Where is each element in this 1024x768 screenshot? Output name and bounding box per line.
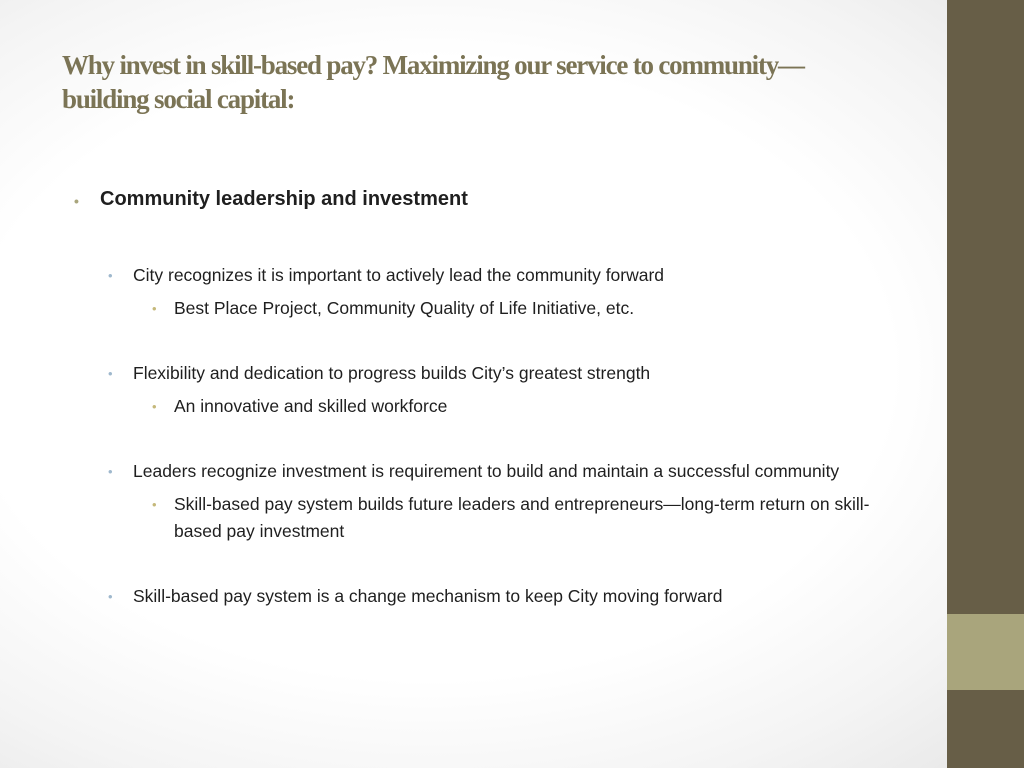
sub-bullet-item-1 (74, 295, 894, 322)
bullet-icon: • (108, 464, 113, 479)
bullet-text: Leaders recognize investment is requirement to build and maintain a successful community (133, 461, 840, 481)
bullet-icon: • (74, 193, 79, 209)
heading-text: Community leadership and investment (100, 188, 468, 210)
bullet-heading (74, 184, 894, 214)
bullet-item-1 (74, 262, 894, 289)
slide-title-line-2: building social capital: (62, 84, 295, 114)
sidebar-band (947, 0, 1024, 768)
sub-bullet-text: An innovative and skilled workforce (174, 396, 448, 416)
bullet-text: Skill-based pay system is a change mechanism to keep City moving forward (133, 586, 723, 606)
bullet-icon: • (152, 399, 157, 414)
bullet-icon: • (108, 589, 113, 604)
bullet-text: Flexibility and dedication to progress builds City’s greatest strength (133, 363, 651, 383)
bullet-text: City recognizes it is important to actively lead the community forward (133, 265, 665, 285)
sub-bullet-item-2 (74, 393, 894, 420)
slide-title-line-1: Why invest in skill-based pay? Maximizing our service to community— (62, 50, 804, 80)
bullet-item-2 (74, 360, 894, 387)
sub-bullet-item-3 (74, 491, 894, 545)
bullet-icon: • (152, 497, 157, 512)
sub-bullet-text: Best Place Project, Community Quality of Life Initiative, etc. (174, 298, 635, 318)
sub-bullet-text: Skill-based pay system builds future leaders and entrepreneurs—long-term return on skill-based pay investment (174, 494, 870, 541)
bullet-icon: • (108, 366, 113, 381)
slide-title (62, 48, 922, 116)
bullet-icon: • (152, 301, 157, 316)
sidebar-accent-block (947, 614, 1024, 690)
bullet-icon: • (108, 268, 113, 283)
bullet-item-3 (74, 458, 894, 485)
bullet-item-4 (74, 583, 894, 610)
slide-content (74, 184, 894, 610)
